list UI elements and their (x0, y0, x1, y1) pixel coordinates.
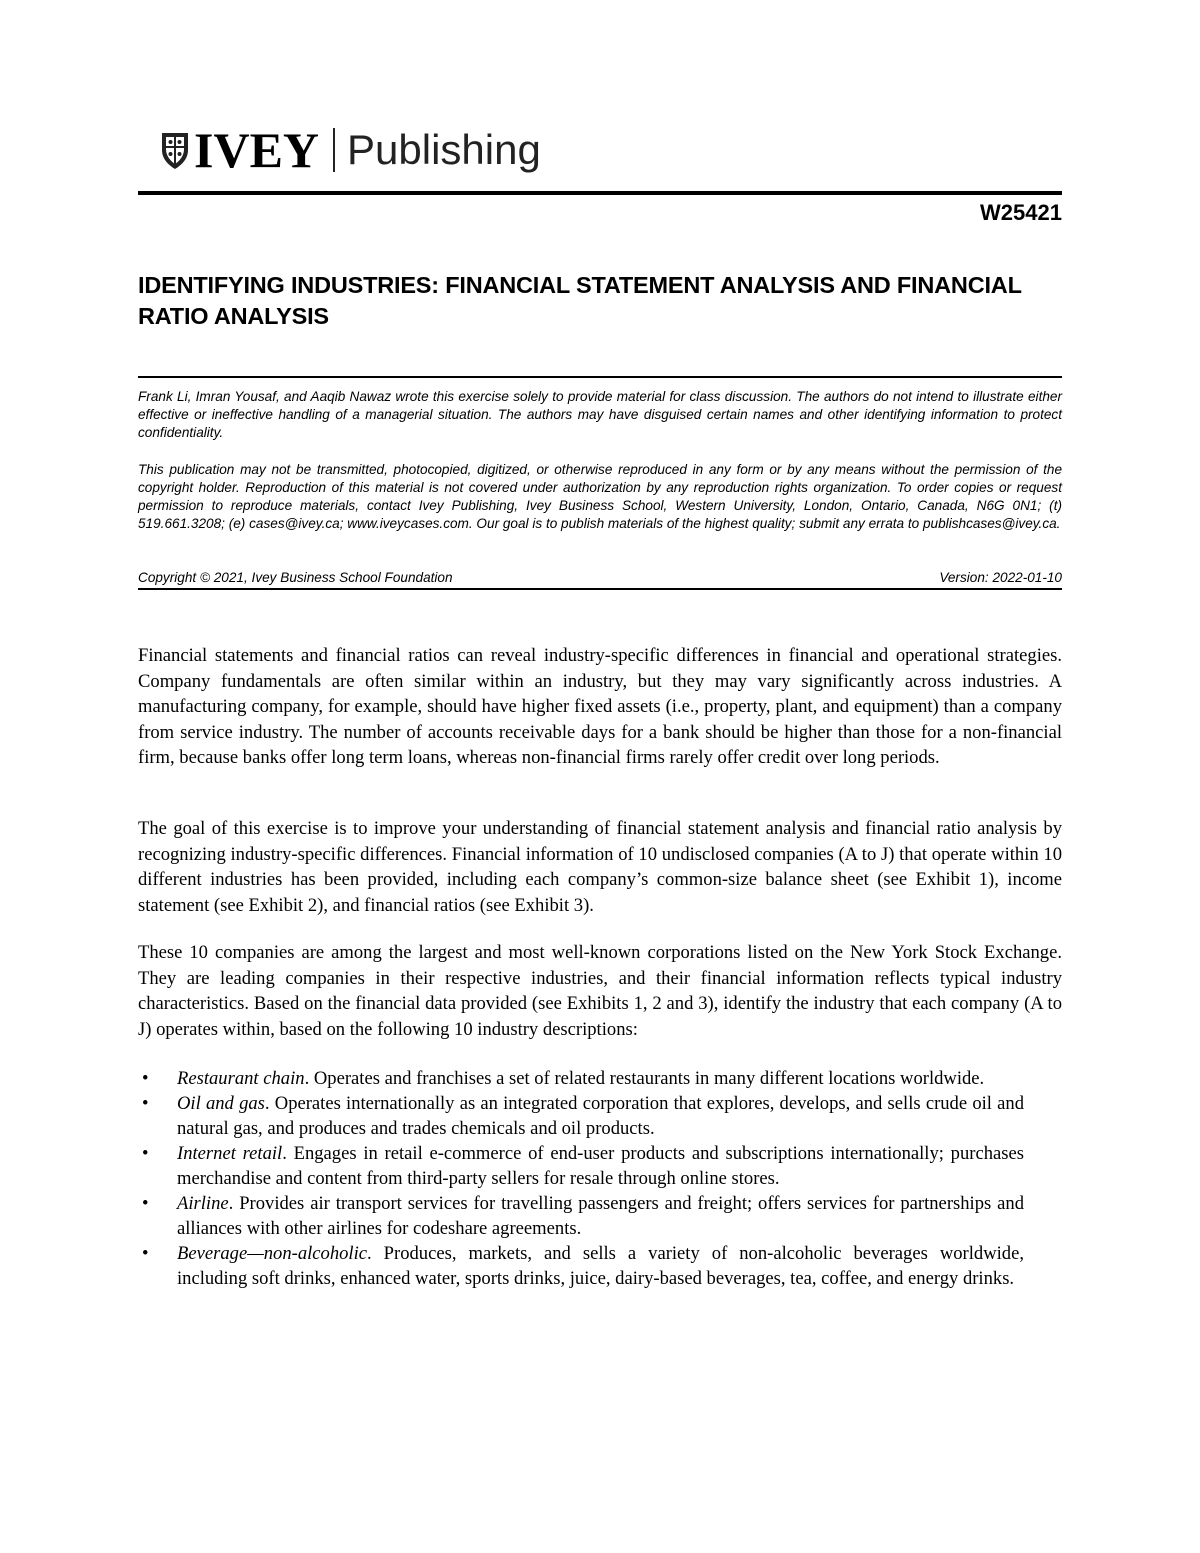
industry-name: Restaurant chain (177, 1068, 305, 1089)
industry-description: . Produces, markets, and sells a variety of non-alcoholic beverages worldwide, including soft drinks, enhanced water, sports drinks, juice, dairy-based beverages, tea, coffee, and energy drinks. (177, 1243, 1024, 1289)
industry-description: . Operates and franchises a set of related restaurants in many different locations worldwide. (304, 1068, 985, 1089)
industry-description: . Provides air transport services for travelling passengers and freight; offers services for partnerships and alliances with other airlines for codeshare agreements. (177, 1193, 1024, 1239)
copyright-text: Copyright © 2021, Ivey Business School Foundation (138, 570, 453, 585)
companies-paragraph: These 10 companies are among the largest and most well-known corporations listed on the New York Stock Exchange. They are leading companies in their respective industries, and their financial information reflects typical industry characteristics. Based on the financial data provided (see Exhibits 1, 2 and 3), identify the industry that each company (A to J) operates within, based on the following 10 industry descriptions: (138, 942, 1062, 1040)
intro-paragraph: Financial statements and financial ratios can reveal industry-specific differences in financial and operational strategies. Company fundamentals are often similar within an industry, but they may vary significantly across industries. A manufacturing company, for example, should have higher fixed assets (i.e., property, plant, and equipment) than a company from service industry. The number of accounts receivable days for a bank should be higher than those for a non-financial firm, because banks offer long term loans, whereas non-financial firms rarely offer credit over long periods. (138, 645, 1062, 768)
goal-paragraph: The goal of this exercise is to improve your understanding of financial statement analysis and financial ratio analysis by recognizing industry-specific differences. Financial information of 10 undisclosed companies (A to J) that operate within 10 different industries has been provided, including each company’s common-size balance sheet (see Exhibit 1), income statement (see Exhibit 2), and financial ratios (see Exhibit 3). (138, 818, 1062, 916)
document-title: IDENTIFYING INDUSTRIES: FINANCIAL STATEMENT ANALYSIS AND FINANCIAL RATIO ANALYSIS (138, 272, 1022, 329)
industry-description: . Engages in retail e-commerce of end-user products and subscriptions internationally; purchases merchandise and content from third-party sellers for resale through online stores. (177, 1143, 1024, 1189)
logo-divider (333, 128, 335, 172)
version-text: Version: 2022-01-10 (939, 570, 1062, 585)
industry-description: . Operates internationally as an integrated corporation that explores, develops, and sells crude oil and natural gas, and produces and trades chemicals and oil products. (177, 1093, 1025, 1139)
logo-brand-text: IVEY (194, 122, 320, 178)
list-item (138, 1141, 1024, 1191)
industry-name: Oil and gas (177, 1093, 265, 1114)
industry-name: Internet retail (177, 1143, 283, 1164)
case-code: W25421 (980, 200, 1062, 225)
bullet-icon: • (142, 1243, 149, 1264)
ivey-publishing-logo (160, 120, 541, 180)
industry-name: Airline (177, 1193, 229, 1214)
list-item (138, 1191, 1024, 1241)
list-item (138, 1241, 1024, 1291)
disclaimer-bottom-rule (138, 588, 1062, 590)
logo-publishing-text: Publishing (347, 126, 541, 173)
bullet-icon: • (142, 1093, 149, 1114)
bullet-icon: • (142, 1143, 149, 1164)
bullet-icon: • (142, 1193, 149, 1214)
shield-crest-icon (160, 130, 190, 170)
industry-name: Beverage—non-alcoholic (177, 1243, 368, 1264)
authors-disclaimer: Frank Li, Imran Yousaf, and Aaqib Nawaz wrote this exercise solely to provide material for class discussion. The authors do not intend to illustrate either effective or ineffective handling of a managerial situation. The authors may have disguised certain names and other identifying information to protect confidentiality. (138, 389, 1062, 440)
list-item (138, 1091, 1024, 1141)
industry-list (138, 1066, 1024, 1291)
header-rule (138, 191, 1062, 195)
copyright-row (138, 569, 1062, 587)
rights-notice: This publication may not be transmitted, photocopied, digitized, or otherwise reproduced in any form or by any means without the permission of the copyright holder. Reproduction of this material is not covered under authorization by any reproduction rights organization. To order copies or request permission to reproduce materials, contact Ivey Publishing, Ivey Business School, Western University, London, Ontario, Canada, N6G 0N1; (t) 519.661.3208; (e) cases@ivey.ca; www.iveycases.com. Our goal is to publish materials of the highest quality; submit any errata to publishcases@ivey.ca. (138, 462, 1062, 531)
bullet-icon: • (142, 1068, 149, 1089)
disclaimer-top-rule (138, 376, 1062, 378)
list-item (138, 1066, 1024, 1091)
